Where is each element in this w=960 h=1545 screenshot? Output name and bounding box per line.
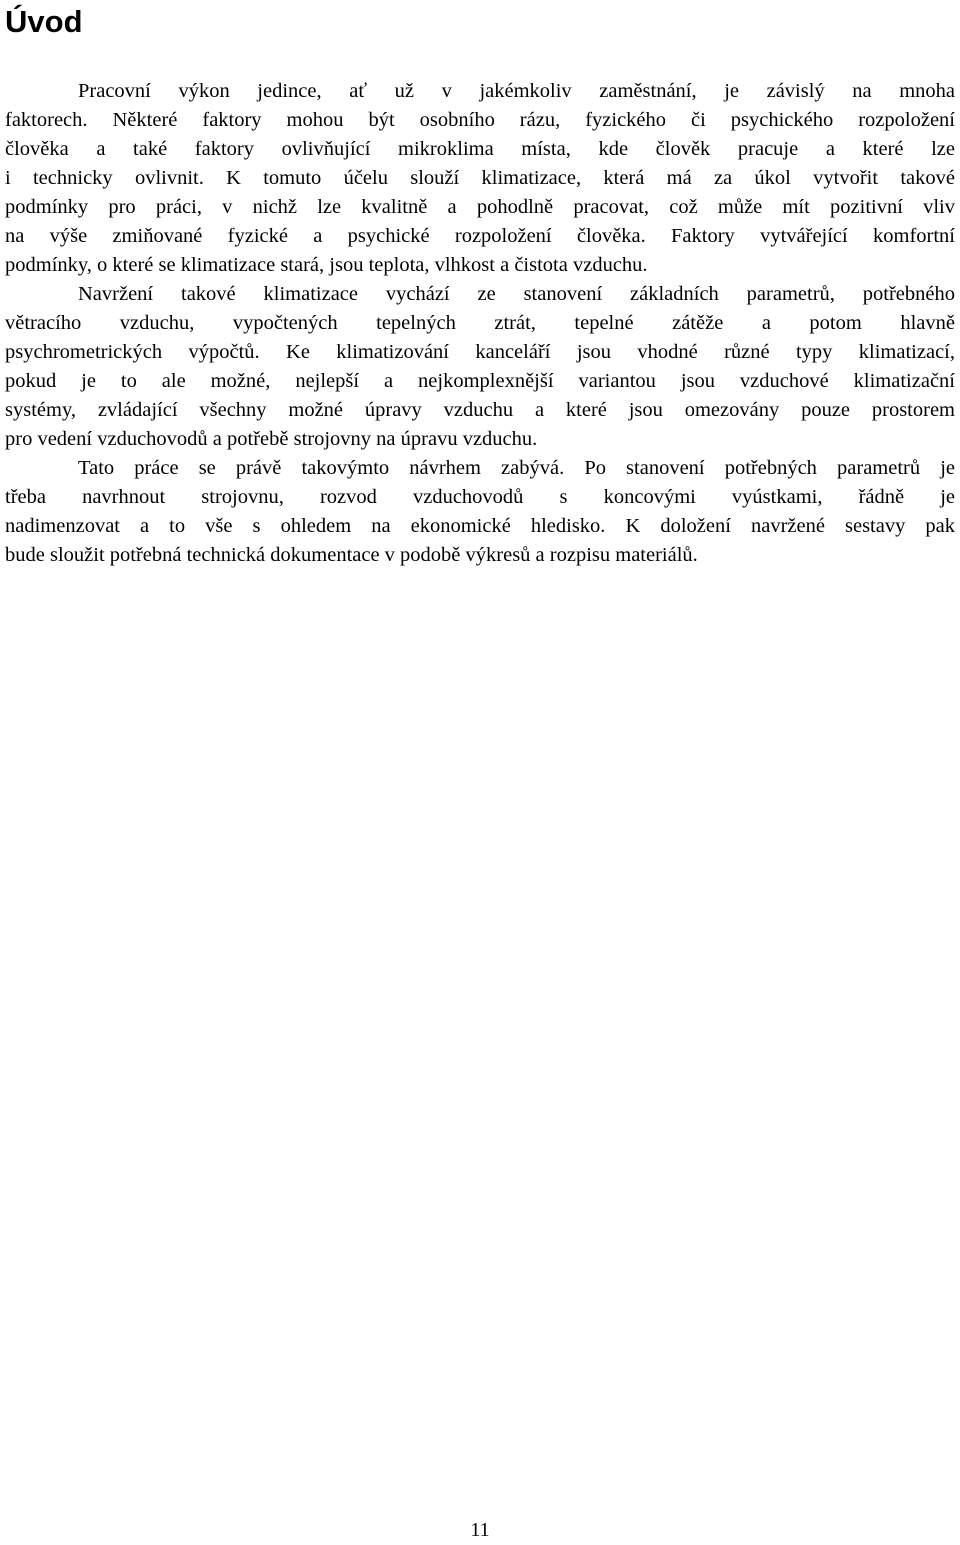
text-line: třeba navrhnout strojovnu, rozvod vzduchovodů s koncovými vyústkami, řádně je xyxy=(5,486,955,508)
text-line: nadimenzovat a to vše s ohledem na ekonomické hledisko. K doložení navržené sestavy pak xyxy=(5,515,955,537)
text-line: podmínky pro práci, v nichž lze kvalitně a pohodlně pracovat, což může mít pozitivní vliv xyxy=(5,196,955,218)
text-line: faktorech. Některé faktory mohou být osobního rázu, fyzického či psychického rozpoložení xyxy=(5,109,955,131)
text-line: větracího vzduchu, vypočtených tepelných ztrát, tepelné zátěže a potom hlavně xyxy=(5,312,955,334)
page-number: 11 xyxy=(470,1519,490,1541)
paragraph-1 xyxy=(5,77,955,280)
text-line: pro vedení vzduchovodů a potřebě strojovny na úpravu vzduchu. xyxy=(5,428,538,450)
text-line: podmínky, o které se klimatizace stará, jsou teplota, vlhkost a čistota vzduchu. xyxy=(5,254,648,276)
text-line: bude sloužit potřebná technická dokumentace v podobě výkresů a rozpisu materiálů. xyxy=(5,544,698,566)
text-line: i technicky ovlivnit. K tomuto účelu slouží klimatizace, která má za úkol vytvořit takové xyxy=(5,167,955,189)
text-line: člověka a také faktory ovlivňující mikroklima místa, kde člověk pracuje a které lze xyxy=(5,138,955,160)
text-line: systémy, zvládající všechny možné úpravy vzduchu a které jsou omezovány pouze prostorem xyxy=(5,399,955,421)
body-text xyxy=(5,77,955,570)
text-line: na výše zmiňované fyzické a psychické rozpoložení člověka. Faktory vytvářející komfortní xyxy=(5,225,955,247)
text-line: psychrometrických výpočtů. Ke klimatizování kanceláří jsou vhodné různé typy klimatizací, xyxy=(5,341,955,363)
paragraph-3 xyxy=(5,454,955,570)
paragraph-2 xyxy=(5,280,955,454)
text-line: pokud je to ale možné, nejlepší a nejkomplexnější variantou jsou vzduchové klimatizační xyxy=(5,370,955,392)
text-line: Navržení takové klimatizace vychází ze stanovení základních parametrů, potřebného xyxy=(78,283,955,305)
text-line: Pracovní výkon jedince, ať už v jakémkoliv zaměstnání, je závislý na mnoha xyxy=(78,80,955,102)
text-line: Tato práce se právě takovýmto návrhem zabývá. Po stanovení potřebných parametrů je xyxy=(78,457,955,479)
page-title: Úvod xyxy=(5,4,83,39)
